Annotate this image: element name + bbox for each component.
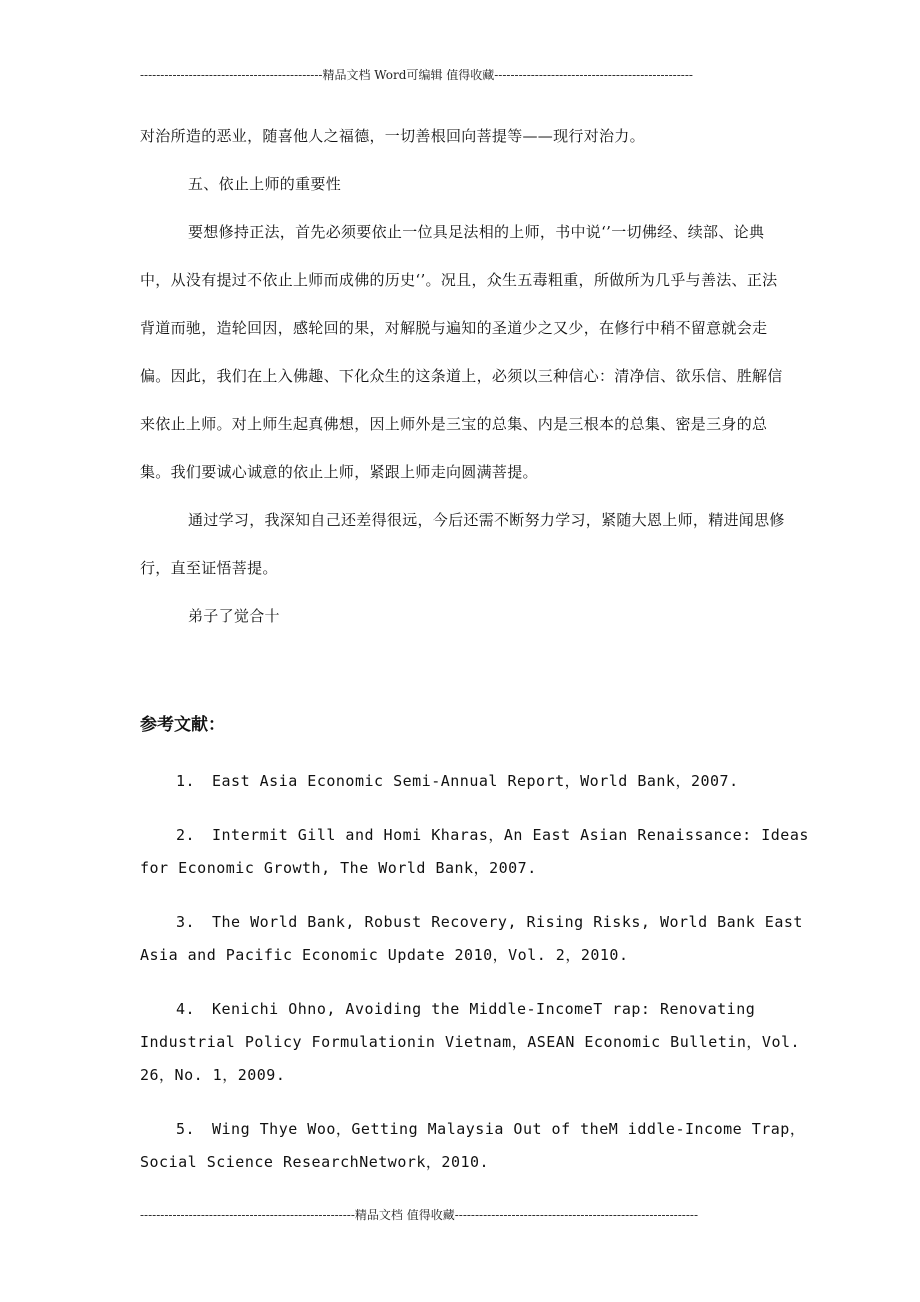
reference-text: East Asia Economic Semi-Annual Report，World Bank，2007.	[212, 772, 739, 790]
reference-line	[140, 1026, 820, 1059]
paragraph-intro-line: 对治所造的恶业，随喜他人之福德，一切善根回向菩提等——现行对治力。	[140, 127, 645, 145]
reference-item	[140, 993, 820, 1092]
reference-item	[140, 819, 820, 885]
signature: 弟子了觉合十	[188, 607, 280, 625]
page-header: ---------------------------------------------精品文档 Word可编辑 值得收藏-------------------------------------------------	[140, 68, 693, 82]
document-body	[140, 112, 790, 640]
reference-text: Industrial Policy Formulationin Vietnam，ASEAN Economic Bulletin，Vol.	[140, 1033, 801, 1051]
reference-number: 1.	[176, 772, 196, 790]
reference-number: 3.	[176, 913, 196, 931]
reference-text: Wing Thye Woo，Getting Malaysia Out of theM iddle-Income Trap，	[212, 1120, 806, 1138]
reference-text: Kenichi Ohno, Avoiding the Middle-IncomeT rap: Renovating	[212, 1000, 756, 1018]
reference-item	[140, 1113, 820, 1179]
reference-line	[140, 1059, 820, 1092]
page-footer: -----------------------------------------------------精品文档 值得收藏------------------------------------------------------------	[140, 1208, 698, 1222]
references-heading: 参考文献：	[140, 715, 225, 735]
reference-text: The World Bank, Robust Recovery, Rising Risks, World Bank East	[212, 913, 803, 931]
reference-line	[140, 819, 820, 852]
paragraph-conclusion: 通过学习，我深知自己还差得很远，今后还需不断努力学习，紧随大恩上师，精进闻思修行，直至证悟菩提。	[140, 511, 785, 577]
reference-number: 5.	[176, 1120, 196, 1138]
reference-text: for Economic Growth, The World Bank，2007.	[140, 859, 537, 877]
reference-item	[140, 906, 820, 972]
reference-line	[140, 906, 820, 939]
reference-line	[140, 852, 820, 885]
reference-text: Social Science ResearchNetwork，2010.	[140, 1153, 490, 1171]
reference-text: Asia and Pacific Economic Update 2010，Vol. 2，2010.	[140, 946, 629, 964]
reference-line	[140, 939, 820, 972]
section-title: 五、依止上师的重要性	[188, 175, 342, 193]
reference-number: 4.	[176, 1000, 196, 1018]
references-list	[140, 765, 820, 1200]
reference-text: Intermit Gill and Homi Kharas，An East Asian Renaissance: Ideas	[212, 826, 809, 844]
reference-line	[140, 1146, 820, 1179]
reference-number: 2.	[176, 826, 196, 844]
reference-item	[140, 765, 820, 798]
reference-line	[140, 993, 820, 1026]
reference-line	[140, 1113, 820, 1146]
reference-text: 26，No. 1，2009.	[140, 1066, 286, 1084]
reference-line	[140, 765, 820, 798]
paragraph-main: 要想修持正法，首先必须要依止一位具足法相的上师，书中说‘’一切佛经、续部、论典中，从没有提过不依止上师而成佛的历史‘’。况且，众生五毒粗重，所做所为几乎与善法、正法背道而驰，造轮回因，感轮回的果，对解脱与遍知的圣道少之又少，在修行中稍不留意就会走偏。因此，我们在上入佛趣、下化众生的这条道上，必须以三种信心：清净信、欲乐信、胜解信来依止上师。对上师生起真佛想，因上师外是三宝的总集、内是三根本的总集、密是三身的总集。我们要诚心诚意的依止上师，紧跟上师走向圆满菩提。	[140, 223, 783, 481]
